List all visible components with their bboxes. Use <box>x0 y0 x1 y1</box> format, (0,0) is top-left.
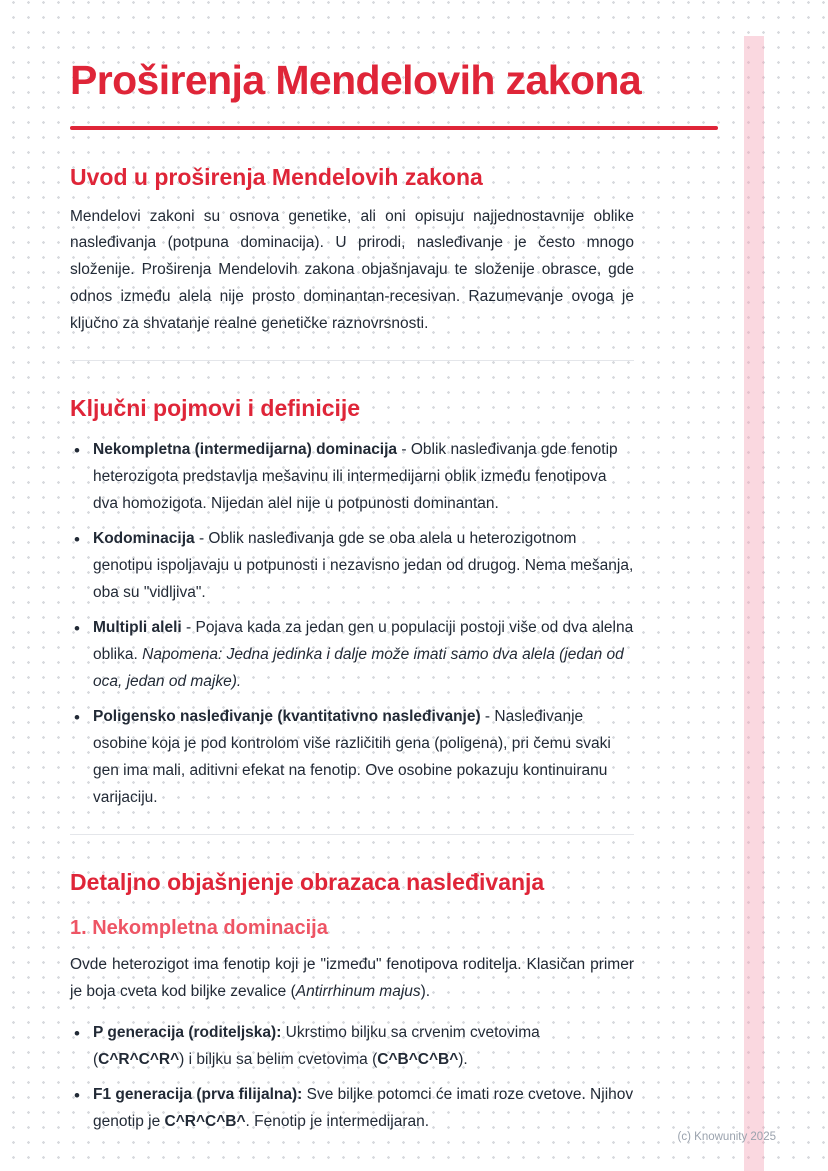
key-terms-list <box>70 437 634 812</box>
pink-accent-stripe <box>744 36 764 1171</box>
subsection-paragraph <box>70 952 634 1006</box>
section-heading-intro: Uvod u proširenja Mendelovih zakona <box>70 163 483 190</box>
emphasized-text: C^R^C^B^ <box>164 1112 246 1130</box>
text-run: Sve biljke potomci će imati roze cvetove. Njihov genotip je <box>93 1086 634 1130</box>
emphasized-text: Poligensko nasleđivanje (kvantitativno nasleđivanje) <box>93 707 481 725</box>
subsection-heading-incomplete-dominance: 1. Nekompletna dominacija <box>70 917 328 940</box>
list-item <box>70 1082 634 1136</box>
list-item <box>70 526 634 607</box>
section-heading-key-terms: Ključni pojmovi i definicije <box>70 395 361 422</box>
text-run: Ukrstimo biljku sa crvenim cvetovima ( <box>93 1024 540 1069</box>
emphasized-text: C^R^C^R^ <box>98 1051 180 1069</box>
text-run: ). <box>420 983 431 1001</box>
list-item <box>70 704 634 812</box>
italic-text: Napomena: Jedna jedinka i dalje može imati samo dva alela (jedan od oca, jedan od majke). <box>93 645 624 690</box>
intro-paragraph: Mendelovi zakoni su osnova genetike, ali oni opisuju najjednostavnije oblike nasleđivanja (potpuna dominacija). U prirodi, nasleđivanje je često mnogo složenije. Proširenja Mendelovih zakona objašnjavaju te složenije obrasce, gde odnos između alela nije prosto dominantan-recesivan. Razumevanje ovoga je ključno za shvatanje realne genetičke raznovrsnosti. <box>70 207 634 333</box>
section-intro <box>70 164 634 338</box>
emphasized-text: Kodominacija <box>93 529 195 547</box>
document-content <box>70 0 718 1144</box>
text-run: - Oblik nasleđivanja gde fenotip heterozigota predstavlja mešavinu ili intermedijarni oblik između fenotipova dva homozigota. Nijedan alel nije u potpunosti dominantan. <box>93 440 618 512</box>
text-run: - Nasleđivanje osobine koja je pod kontrolom više različitih gena (poligena), pri čemu svaki gen ima mali, aditivni efekat na fenotip. Ove osobine pokazuju kontinuiranu varijaciju. <box>93 707 611 806</box>
text-run: ). <box>458 1051 468 1069</box>
text-run: Ovde heterozigot ima fenotip koji je "između" fenotipova roditelja. Klasičan primer je boja cveta kod biljke zevalice ( <box>70 956 634 1001</box>
text-run: - Pojava kada za jedan gen u populaciji postoji više od dva alelna oblika. <box>93 618 634 663</box>
list-item <box>70 437 634 518</box>
document-title: Proširenja Mendelovih zakona <box>70 57 642 103</box>
section-divider <box>70 360 634 361</box>
list-item <box>70 1020 634 1074</box>
emphasized-text: Multipli aleli <box>93 618 182 636</box>
footer-credit: (c) Knowunity 2025 <box>677 1131 776 1143</box>
generations-list <box>70 1020 634 1136</box>
list-item <box>70 615 634 696</box>
text-run: ) i biljku sa belim cvetovima ( <box>179 1051 378 1069</box>
text-run: . Fenotip je intermedijaran. <box>245 1112 430 1130</box>
text-run: - Oblik nasleđivanja gde se oba alela u heterozigotnom genotipu ispoljavaju u potpunosti i nezavisno jedan od drugog. Nema mešanja, oba su "vidljiva". <box>93 529 634 601</box>
title-underline <box>70 126 718 130</box>
section-key-terms <box>70 395 634 811</box>
emphasized-text: P generacija (roditeljska): <box>93 1024 282 1042</box>
italic-text: Antirrhinum majus <box>295 983 421 1001</box>
section-detailed <box>70 869 634 1136</box>
section-divider <box>70 834 634 835</box>
emphasized-text: C^B^C^B^ <box>377 1051 459 1069</box>
section-heading-detailed: Detaljno objašnjenje obrazaca nasleđivanja <box>70 868 545 895</box>
emphasized-text: F1 generacija (prva filijalna): <box>93 1086 303 1103</box>
emphasized-text: Nekompletna (intermedijarna) dominacija <box>93 440 398 458</box>
